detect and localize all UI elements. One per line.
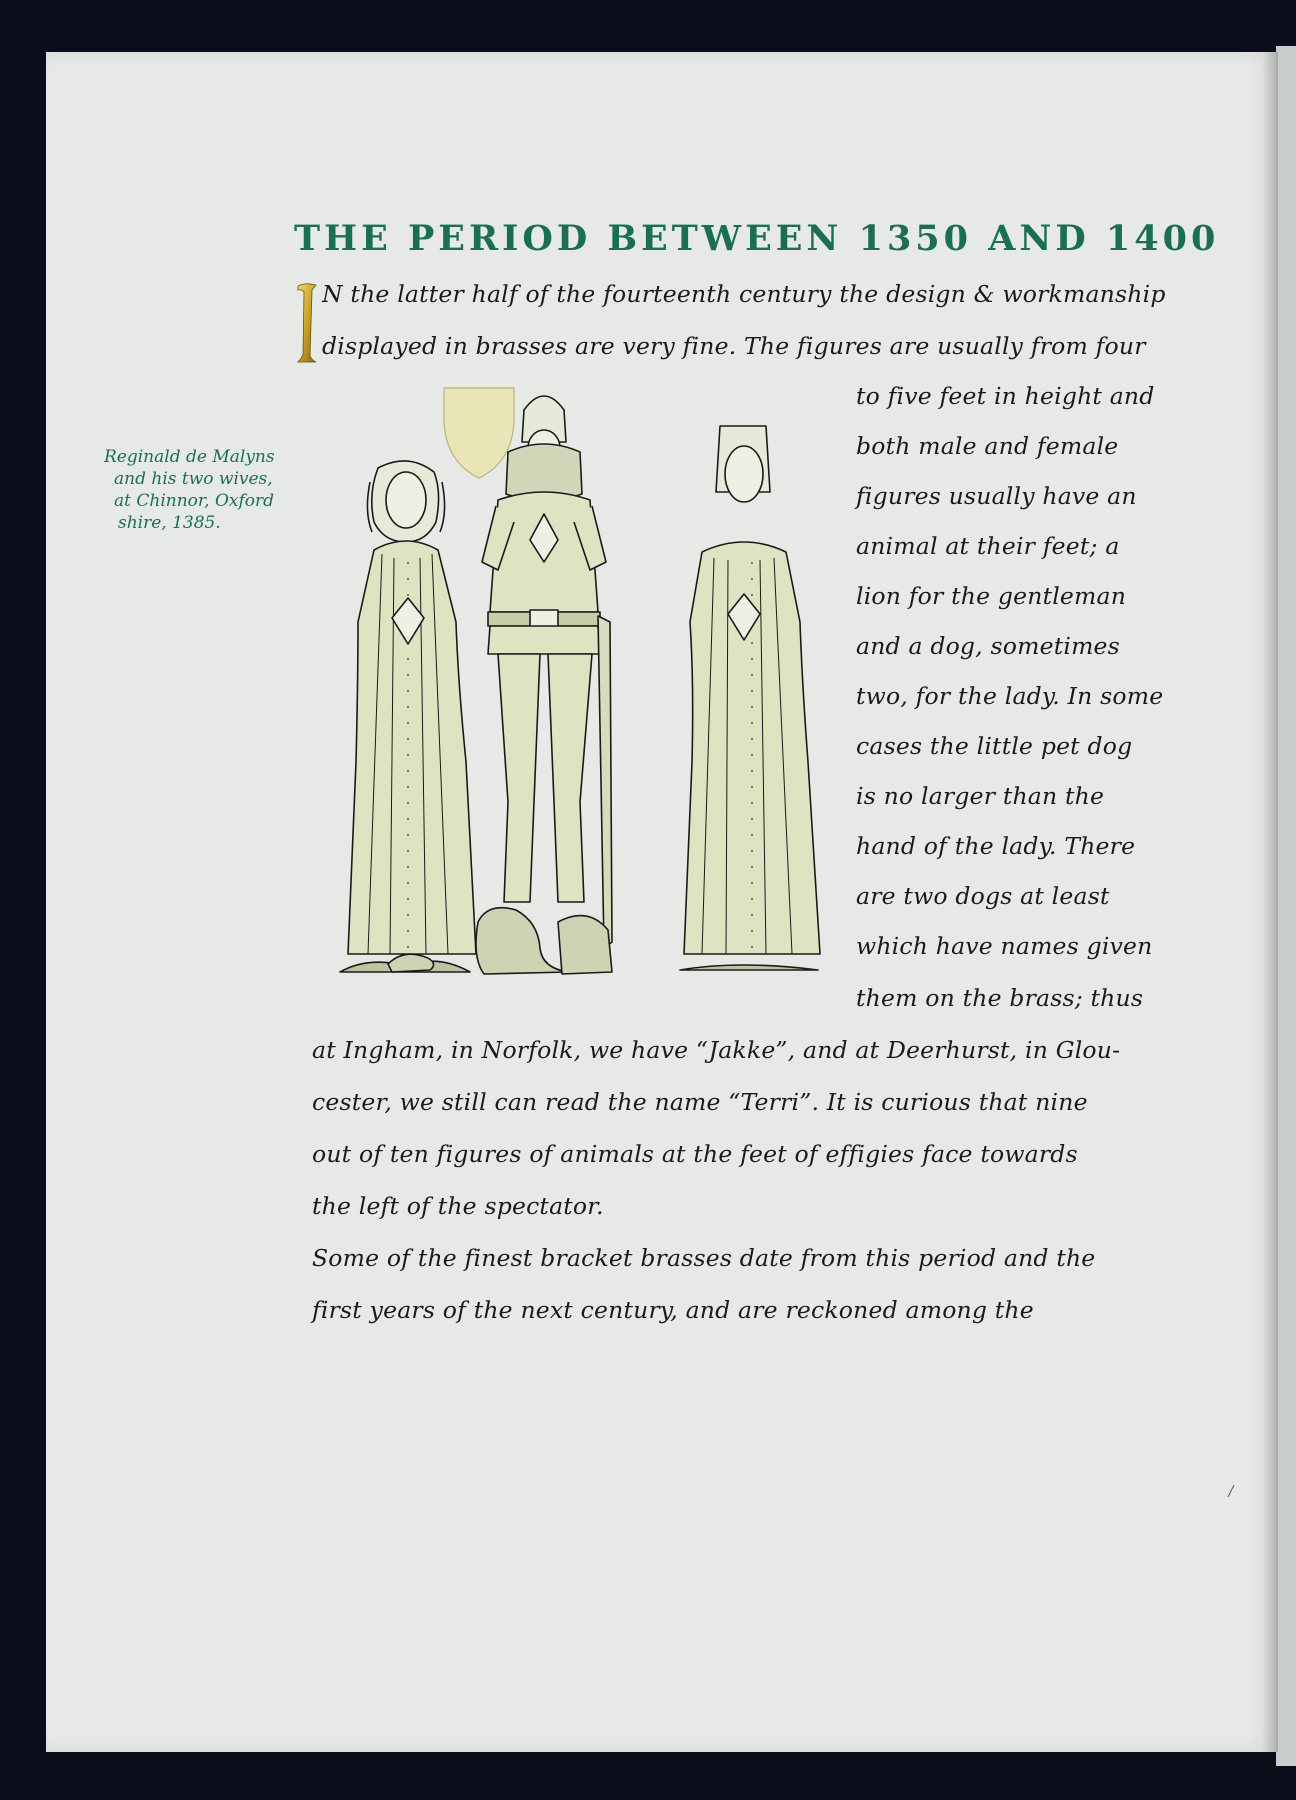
body-line: N the latter half of the fourteenth century the design & workmanship bbox=[322, 280, 1166, 308]
body-line: at Ingham, in Norfolk, we have “Jakke”, and at Deerhurst, in Glou- bbox=[312, 1036, 1121, 1064]
body-line: cester, we still can read the name “Terri”. It is curious that nine bbox=[312, 1088, 1088, 1116]
page-gutter-shadow bbox=[1262, 52, 1278, 1752]
body-line: them on the brass; thus bbox=[856, 984, 1144, 1012]
body-line: displayed in brasses are very fine. The figures are usually from four bbox=[322, 332, 1146, 360]
caption-line: Reginald de Malyns bbox=[104, 447, 275, 467]
body-line: Some of the finest bracket brasses date from this period and the bbox=[312, 1244, 1096, 1272]
body-line: out of ten figures of animals at the feet of effigies face towards bbox=[312, 1140, 1078, 1168]
shield-icon bbox=[444, 388, 514, 478]
caption-line: at Chinnor, Oxford bbox=[114, 491, 275, 511]
body-line: to five feet in height and bbox=[856, 382, 1155, 410]
body-line: figures usually have an bbox=[856, 482, 1137, 510]
body-line: lion for the gentleman bbox=[856, 582, 1127, 610]
marginal-caption bbox=[104, 446, 314, 534]
lion-icon bbox=[476, 908, 568, 974]
body-line: which have names given bbox=[856, 932, 1153, 960]
ink-mark bbox=[1226, 1484, 1236, 1498]
body-line: first years of the next century, and are reckoned among the bbox=[312, 1296, 1034, 1324]
caption-line: and his two wives, bbox=[114, 469, 273, 489]
body-line: two, for the lady. In some bbox=[856, 682, 1164, 710]
body-line: are two dogs at least bbox=[856, 882, 1110, 910]
next-page-edge bbox=[1276, 46, 1296, 1766]
memorial-brass-illustration bbox=[308, 382, 848, 1000]
body-line: animal at their feet; a bbox=[856, 532, 1120, 560]
body-line: the left of the spectator. bbox=[312, 1192, 604, 1220]
lady-right-figure bbox=[680, 426, 820, 970]
drop-cap-initial bbox=[296, 282, 318, 364]
caption-line: shire, 1385. bbox=[118, 513, 221, 533]
page-title: THE PERIOD BETWEEN 1350 AND 1400 bbox=[294, 218, 1220, 259]
body-line: both male and female bbox=[856, 432, 1119, 460]
body-line: cases the little pet dog bbox=[856, 732, 1133, 760]
body-line: and a dog, sometimes bbox=[856, 632, 1120, 660]
dog-icon bbox=[388, 954, 434, 972]
body-line: hand of the lady. There bbox=[856, 832, 1136, 860]
lady-left-figure bbox=[340, 461, 476, 972]
body-line: is no larger than the bbox=[856, 782, 1105, 810]
knight-figure bbox=[476, 396, 612, 974]
